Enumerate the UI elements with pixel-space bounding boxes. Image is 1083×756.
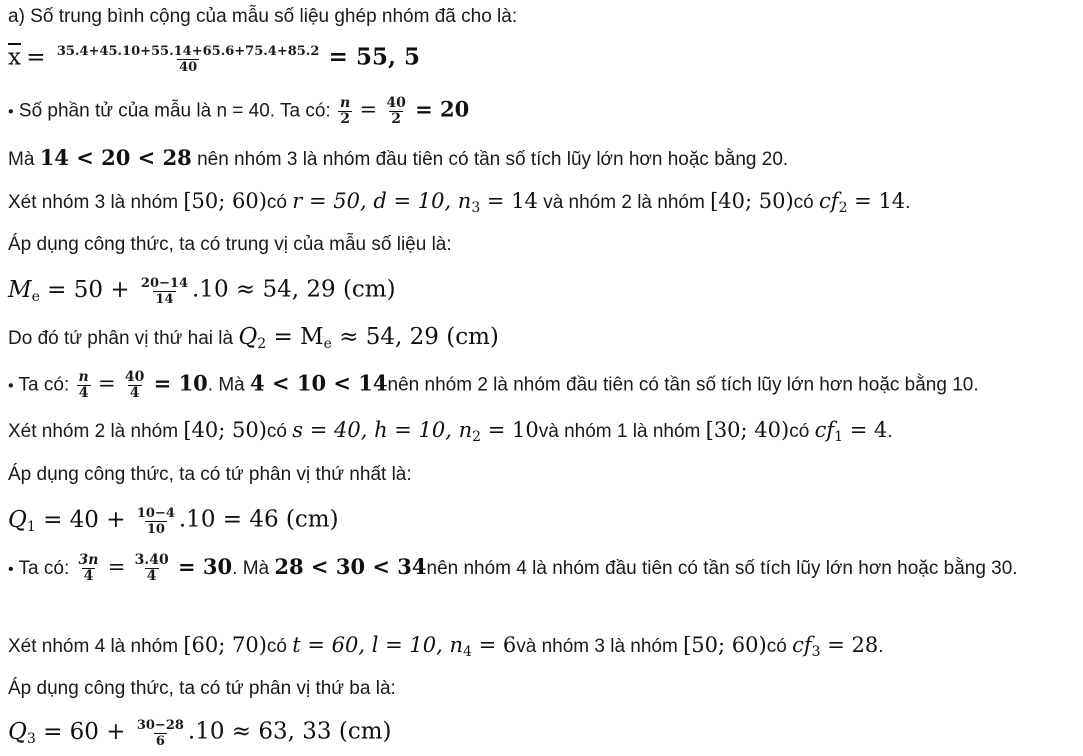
q3-group-params: Xét nhóm 4 là nhóm [60; 70)có t = 60, l = 10, $n_4$ = 6và nhóm 3 là nhóm [50; 60)có $cf_3 = 28$.	[8, 633, 884, 660]
mean-numerator: 35.4+45.10+55.14+65.6+75.4+85.2	[56, 44, 320, 59]
q3-formula: $Q_3 = 60$ + $\frac{30-28}{6}$ .10 ≈ 63, 33 (cm)	[8, 718, 392, 749]
intro-line	[8, 4, 1079, 30]
mean-fraction	[55, 44, 322, 75]
apply-formula-median: Áp dụng công thức, ta có trung vị của mẫu số liệu là:	[8, 234, 452, 255]
q2-line: Do đó tứ phân vị thứ hai là $Q_2 = M_e \approx 54$, 29 (cm)	[8, 324, 499, 352]
intro-text: a) Số trung bình cộng của mẫu số liệu ghép nhóm đã cho là:	[8, 6, 518, 27]
median-fraction: $\frac{20-14}{14}$	[140, 276, 188, 307]
40-over-4-fraction: $\frac{40}{4}$	[124, 369, 145, 401]
mean-result: = 55, 5	[328, 43, 420, 71]
sample-size-text: Số phần tử của mẫu là n = 40. Ta có:	[18, 100, 331, 122]
apply-formula-q1: Áp dụng công thức, ta có tứ phân vị thứ nhất là:	[8, 464, 412, 485]
apply-formula-q3: Áp dụng công thức, ta có tứ phân vị thứ ba là:	[8, 678, 396, 699]
median-formula: $M_e = 50$ + $\frac{20-14}{14}$ .10 ≈ 54, 29 (cm)	[8, 276, 396, 307]
q1-group-params: Xét nhóm 2 là nhóm [40; 50)có s = 40, h = 10, $n_2$ = 10và nhóm 1 là nhóm [30; 40)có $cf_1 = 4$.	[8, 418, 893, 445]
n-over-4-line: • Ta có: $\frac{n}{4}$ = $\frac{40}{4}$ = 10. Mà 4 < 10 < 14nên nhóm 2 là nhóm đầu tiên có tần số tích lũy lớn hơn hoặc bằng 10.	[8, 369, 979, 401]
3n-over-4-fraction: $\frac{3n}{4}$	[78, 552, 99, 585]
bullet-icon: •	[8, 103, 14, 121]
sample-size-line: • Số phần tử của mẫu là n = 40. Ta có: $\frac{n}{2}$ = $\frac{40}{2}$ = 20	[8, 95, 470, 127]
median-group-line: Mà 14 < 20 < 28 nên nhóm 3 là nhóm đầu tiên có tần số tích lũy lớn hơn hoặc bằng 20.	[8, 145, 789, 170]
mean-denominator: 40	[179, 60, 198, 75]
n-over-2-fraction: $\frac{n}{2}$	[340, 95, 351, 127]
n-over-4-fraction: $\frac{n}{4}$	[78, 369, 89, 401]
3n-over-4-line: • Ta có: $\frac{3n}{4}$ = $\frac{3.40}{4}$ = 30. Mà 28 < 30 < 34nên nhóm 4 là nhóm đầu tiên có tần số tích lũy lớn hơn hoặc bằng 30.	[8, 552, 1018, 585]
q1-fraction: $\frac{10-4}{10}$	[136, 506, 175, 537]
bullet-icon: •	[8, 377, 14, 395]
q3-fraction: $\frac{30-28}{6}$	[136, 718, 184, 749]
mean-formula: $\overline{x}$ = $\frac{35.4+45.10+55.14+65.6+75.4+85.2}{40}$ = 55, 5	[8, 43, 420, 75]
bullet-icon: •	[8, 561, 14, 578]
median-group-params: Xét nhóm 3 là nhóm [50; 60)có r = 50, d = 10, $n_3 = 14$ và nhóm 2 là nhóm [40; 50)có $cf_2 = 14$.	[8, 189, 911, 216]
inequality: 14 < 20 < 28	[39, 145, 192, 170]
40-over-2-fraction: $\frac{40}{2}$	[386, 95, 406, 127]
q1-formula: $Q_1 = 40$ + $\frac{10-4}{10}$ .10 = 46 (cm)	[8, 506, 339, 537]
mean-symbol: $\overline{x}$	[8, 44, 21, 71]
3-40-over-4-fraction: $\frac{3.40}{4}$	[134, 552, 169, 585]
